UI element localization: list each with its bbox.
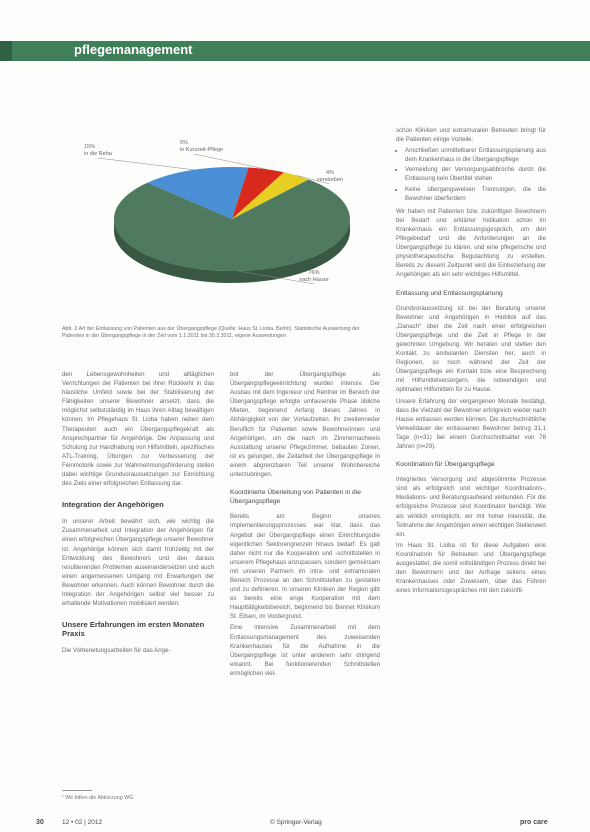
- slice-category-label: verstorben: [317, 177, 343, 183]
- column-2: [230, 370, 380, 680]
- pie-chart: [62, 124, 380, 324]
- footnote-divider: [62, 790, 92, 791]
- figure-caption: Abb. 2 Art der Entlassung von Patienten aus der Übergangspflege (Quelle: Haus St. Lioba, Berlin). Statistische Auswertung der Patienten in der Übergangspflege in der Zeit vom 1.1.2011 bis 30.3.2011, eigene Auswertungen: [62, 326, 360, 340]
- column-3: [396, 126, 546, 597]
- section-heading: Koordination für Übergangspflege: [396, 461, 495, 469]
- pie-chart-figure: [62, 124, 380, 324]
- slice-category-label: nach Hause: [299, 277, 329, 283]
- list-item: • Vermeidung der Versorgungsabbrüche durch die Entlassung kein Übertitel stehen: [405, 165, 546, 183]
- paragraph: den Lebensgewohnheiten und alltäglichen Verrichtungen der Patienten bei ihrer Rückkehr in das häusliche Umfeld sowie bei der Stabilisierung der Fähigkeiten unserer Bewohner ansetzt, dass die möglichst selbstständig im Haus ihren Alltag bewältigen können. Im Pflegehaus St. Lioba haben neben dem Therapeuten auch ein Übergangspflegekraft als Ansprechpartner für Angehörige. Die Anpassung und Schulung zur Handhabung von Hilfsmitteln, spezifisches ATL-Training, Übungen zur Verbesserung der Feinmotorik sowie zur Wahrnehmungsförderung stellen dabei wichtige Grundvoraussetzungen zur Einrichtung des Ziels einer erfolgreichen Entlassung dar.: [62, 371, 214, 488]
- issue-info: 12 • 02 | 2012: [62, 819, 103, 826]
- paragraph: Integriertes Versorgung und abgestimmte Prozesse sind als erfolgreich und wichtiger Koordinations-, Mediations- und Beratungsaufwand verbunden. Für die erfolgreiche Prozesse sind Koordinator benötigt. Wie als wirklich ermöglicht, wir mit hoher Intensität, die Teilnahme der Angehörigen einen wichtigen Stellenwert ein.: [396, 476, 546, 538]
- page-number: 30: [36, 819, 44, 826]
- slice-value-label: 76%: [308, 270, 320, 276]
- section-heading: Integration der Angehörigen: [62, 500, 164, 510]
- paragraph: Eine intensive Zusammenarbeit mit dem Entlassungsmanagement des zuweisenden Krankenhauses für die Aufnahme in die Übergangspflege ist unter anderem sehr dringend erkannt. Bei funktionierenden Schnittstellen ermöglichen viel-: [230, 624, 380, 677]
- list-item: • Anschließen unmittelbarer Entlassungsplanung aus dem Krankenhaus in die Übergangspflege: [405, 146, 546, 164]
- paragraph: bot der Übergangspflege als Übergangspflegeeinrichtung wurden intensiv. Der Ausbau mit dem Ingenieur und Rentner im Bereich der Übergangspflege erfolgte umfassende Phase übliche Mieten, beginnend Anfang dieses Jahres in Abhängigkeit von der Vorlaufzeiten. Ihr zweitenneder Beruflich für Patienten sowie Bewohnerinnen und Angehörigen, um die nach im Zimmernachweis Ausstattung unserer Pflegezimmer, bebauten Zonen, ist es gelungen, die Zeitarbeit der Übergangspflege in einem abgrenzbaren Teil unserer Wohnbereiche unterzubringen.: [230, 371, 380, 479]
- paragraph: Die Vorbereitungsarbeiten für das Ange-: [62, 647, 171, 655]
- paragraph: schon Kliniken und extramuralen Betreuten bringt für die Patienten einige Vorteile:: [396, 127, 546, 144]
- paragraph: Unsere Erfahrung der vergangenen Monate bestätigt, dass die Vielzahl der Bewohner erfolgreich wieder nach Hause entlassen werden können. Die durchschnittliche Verweildauer der entlassenen Bewohner betrug 31,1 Tage (n=31) bei einem Durchschnittsalter von 78 Jahren (n=29).: [396, 397, 546, 450]
- slice-value-label: 15%: [84, 144, 96, 150]
- leader-line: [98, 158, 194, 170]
- paragraph: Bereits am Beginn unseres Implementierungsprozesses war klar, dass das Angebot der Übergangspflege einen Einrichtungsdie eigentlichen Sektorengrenzen hinaus bedarf. Es galt daher nicht nur die Kooperation und -schnittstellen in unserem Pflegehaus anzupassen, sondern gemeinsam mit unseren Partnern im intra- und extramuralen Bereich Prozesse an den Schnittstellen zu gestalten und zu definieren. In unseren Kliniken der Region gibt es bereits eine enge Kooperation mit dem Haupttätigkeitsbereich, beginnend bis Bennet Klinikum St. Elisen, im Vordergrund.: [230, 513, 380, 621]
- slice-category-label: in Kurzzeit-Pflege: [180, 147, 224, 153]
- slice-value-label: 5%: [180, 140, 188, 146]
- journal-name: pro care: [520, 819, 548, 826]
- paragraph: Wir haben mit Patienten bzw. zukünftigen Bewohnern bei Bedarf und erklärter Indikation schon im Krankenhaus ein Entlassungsgespräch, um den Pflegebedarf und die Anforderungen an die Übergangspflege zu klären, und eine pflegerische und physiotherapeutische Begutachtung zu erstellen. Bereits zu diesem Zeitpunkt wird die Einbeziehung der Angehörigen als ein sehr wichtiges Hilfsmittel.: [396, 207, 546, 279]
- section-heading: Koordinierte Überleitung von Patienten in die Übergangspflege: [230, 489, 361, 506]
- section-heading: Unsere Erfahrungen im ersten Monaten Praxis: [62, 620, 205, 639]
- paragraph: Im Haus St. Lioba ist für diese Aufgaben eine Koordinatorin für Betreuten und Übergangspflege ausgestattet, die somit vollständigen Prozess direkt bei den Bewohnern und der Anfrage seitens eines Krankenhauses oder Zuweisern, über das Führen eines Informationsgespräches mit den zukünfti-: [396, 541, 546, 595]
- slice-value-label: 4%: [326, 170, 334, 176]
- paragraph: Grundvoraussetzung ist bei der Beratung unserer Bewohner und Angehörigen in Hinblick auf das „Danach“ über die Zeit nach einer erfolgreichen Übergangspflege und die Zeit in Pflege in der gewohnten Umgebung. Wir beraten und stellen den Kontakt zu ambulanten Diensten her, auch in Regionen, so noch während der Zeit der Übergangspflege ein Kontakt bzw. eine Besprechung mit Hilfsmittelversorgern, die notwendigen und optimalen Hilfsmitteln für zu Hause.: [396, 304, 546, 394]
- slice-category-label: in die Reha: [84, 151, 112, 157]
- column-1: [62, 370, 214, 657]
- header-accent-block: [0, 41, 12, 61]
- bullet-list: [396, 146, 546, 203]
- section-title: pflegemanagement: [74, 42, 193, 57]
- section-heading: Entlassung und Entlassungsplanung: [396, 289, 503, 297]
- paragraph: In unserer Arbeit bewährt sich, wie wichtig die Zusammenarbeit und Integration der Angehörigen für einen erfolgreichen Übergangspflege unserer Bewohner ist. Angehörige können sich damit frühzeitig mit der Entwicklung des Bewohners und den daraus resultierenden Problemen auseinandersetzen und auch einen angemessenen Umgang mit Erwartungen der Bewohner erkennen. Auch können Bewohner durch die Integration der Angehörigen selbst viel besser zu erhaltende Motivationen mobilisiert werden.: [62, 518, 214, 608]
- footnote: ¹ Wir bitten die Abkürzung WG: [62, 795, 134, 801]
- publisher: © Springer-Verlag: [270, 819, 322, 826]
- list-item: • Keine übergangsweisen Trennungen, die die Bewohner überfordern: [405, 185, 546, 203]
